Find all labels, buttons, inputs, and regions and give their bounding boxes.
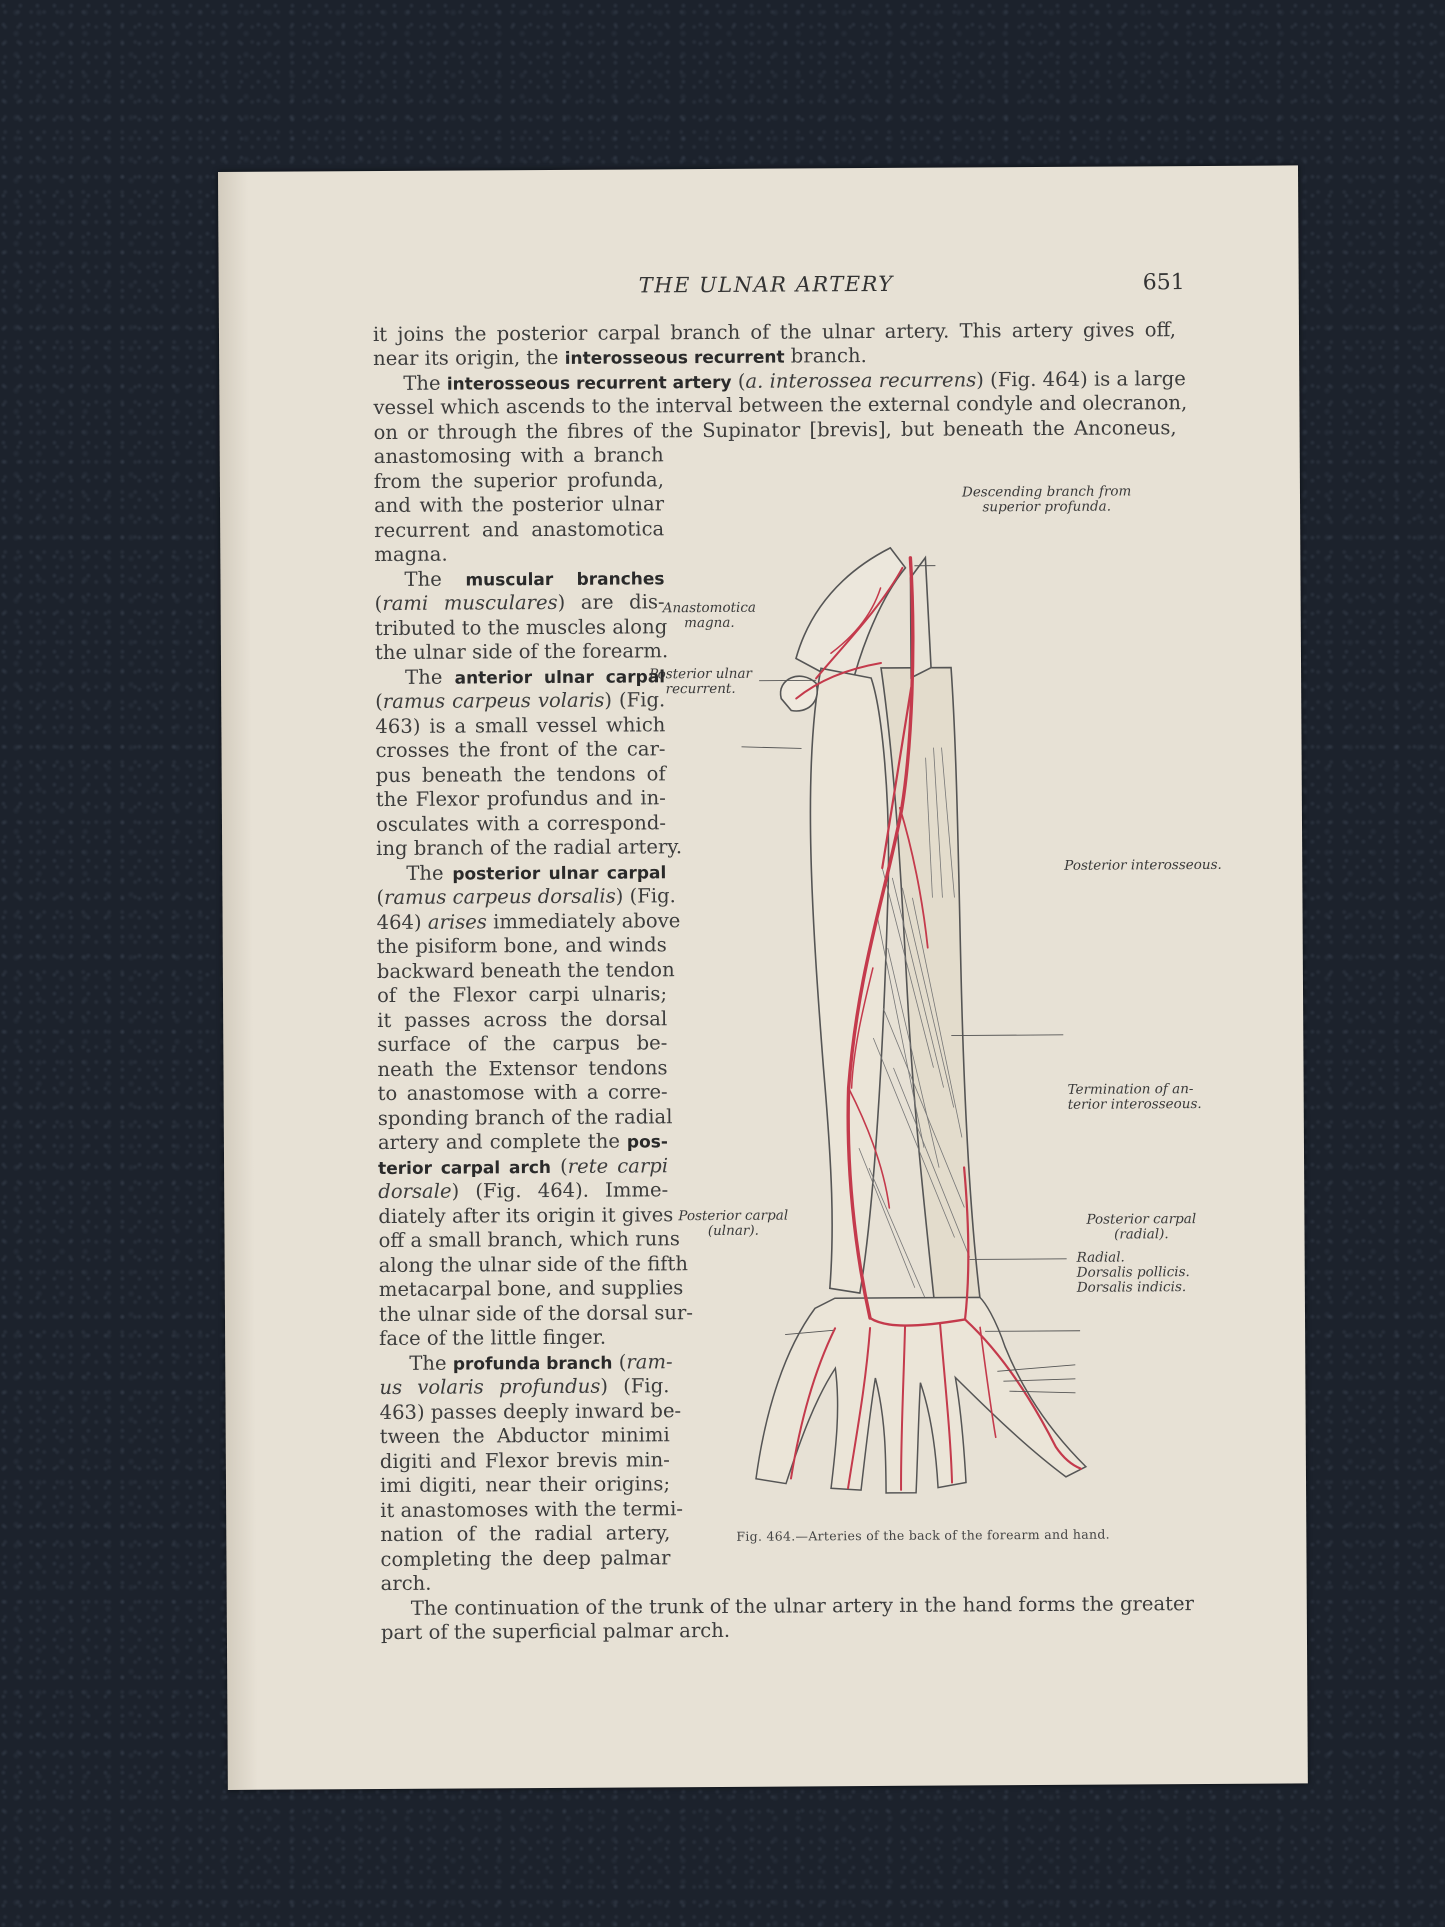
text-line: imi digiti, near their origins; bbox=[379, 1472, 671, 1498]
label-termination-anterior-interosseous: Termination of an- terior interosseous. bbox=[1067, 1081, 1202, 1113]
label-anastomotica-magna: Anastomotica magna. bbox=[662, 599, 756, 632]
text-line: and with the posterior ulnar bbox=[373, 492, 665, 518]
text-line: anastomosing with a branch bbox=[373, 443, 664, 469]
text-line: tween the Abductor minimi bbox=[379, 1423, 670, 1449]
text-line: dorsale) (Fig. 464). Imme- bbox=[378, 1178, 669, 1204]
text-line: ing branch of the radial artery. bbox=[376, 835, 683, 861]
text-line: terior carpal arch (rete carpi bbox=[378, 1154, 669, 1180]
label-posterior-carpal-ulnar: Posterior carpal (ulnar). bbox=[678, 1207, 789, 1240]
figure-caption: Fig. 464.—Arteries of the back of the forearm and hand. bbox=[736, 1526, 1110, 1544]
text-line: tributed to the muscles along bbox=[374, 615, 668, 641]
text-line: (ramus carpeus volaris) (Fig. bbox=[375, 688, 666, 714]
text-line: The posterior ulnar carpal bbox=[406, 861, 667, 885]
text-line: near its origin, the interosseous recurrent branch. bbox=[373, 344, 867, 371]
text-line: nation of the radial artery, bbox=[380, 1521, 671, 1547]
text-line: us volaris profundus) (Fig. bbox=[379, 1374, 670, 1400]
label-posterior-carpal-radial: Posterior carpal (radial). bbox=[1086, 1211, 1197, 1243]
text-line: vessel which ascends to the interval between the external condyle and olecranon, bbox=[373, 391, 1188, 420]
text-line: metacarpal bone, and supplies bbox=[378, 1276, 684, 1302]
text-line: off a small branch, which runs bbox=[378, 1227, 680, 1253]
text-line: completing the deep palmar bbox=[380, 1546, 671, 1572]
text-line: the pisiform bone, and winds bbox=[376, 933, 667, 959]
hand-outline bbox=[755, 1297, 1086, 1494]
label-descending-branch: Descending branch from superior profunda. bbox=[961, 483, 1132, 516]
label-dorsalis-pollicis: Dorsalis pollicis. bbox=[1076, 1264, 1190, 1281]
text-line: osculates with a correspond- bbox=[375, 811, 667, 837]
text-line: on or through the fibres of the Supinator [brevis], but beneath the Anconeus, bbox=[373, 416, 1177, 445]
text-line: it joins the posterior carpal branch of the ulnar artery. This artery gives off, bbox=[372, 318, 1177, 347]
text-line: face of the little finger. bbox=[379, 1325, 607, 1351]
text-line: crosses the front of the car- bbox=[375, 737, 666, 763]
text-line: the ulnar side of the forearm. bbox=[374, 639, 669, 665]
text-line: the Flexor profundus and in- bbox=[375, 786, 666, 812]
text-line: digiti and Flexor brevis min- bbox=[379, 1448, 670, 1474]
running-title: THE ULNAR ARTERY bbox=[638, 271, 894, 298]
text-line: 463) passes deeply inward be- bbox=[379, 1399, 682, 1425]
text-line: (ramus carpeus dorsalis) (Fig. bbox=[376, 884, 676, 910]
text-line: of the Flexor carpi ulnaris; bbox=[376, 982, 668, 1008]
book-page bbox=[218, 165, 1308, 1790]
text-line: 463) is a small vessel which bbox=[375, 713, 666, 739]
text-line: recurrent and anastomotica bbox=[374, 517, 665, 543]
text-line: neath the Extensor tendons bbox=[377, 1056, 668, 1082]
text-line: sponding branch of the radial bbox=[377, 1105, 673, 1131]
label-radial: Radial. bbox=[1076, 1249, 1125, 1266]
text-line: from the superior profunda, bbox=[373, 468, 664, 494]
text-line: backward beneath the tendon bbox=[376, 958, 675, 984]
text-line: it passes across the dorsal bbox=[377, 1007, 668, 1033]
text-line: magna. bbox=[374, 542, 448, 567]
text-line: 464) arises immediately above bbox=[376, 909, 681, 935]
label-dorsalis-indicis: Dorsalis indicis. bbox=[1076, 1279, 1187, 1296]
page-number: 651 bbox=[1142, 270, 1185, 296]
label-posterior-ulnar-recurrent: Posterior ulnar recurrent. bbox=[649, 665, 752, 698]
text-line: arch. bbox=[380, 1571, 432, 1596]
text-line: The interosseous recurrent artery (a. interossea recurrens) (Fig. 464) is a large bbox=[403, 367, 1186, 395]
text-line: The continuation of the trunk of the ulnar artery in the hand forms the greater bbox=[410, 1592, 1195, 1620]
text-line: artery and complete the pos- bbox=[377, 1129, 668, 1155]
text-line: pus beneath the tendons of bbox=[375, 762, 666, 788]
text-line: part of the superficial palmar arch. bbox=[380, 1618, 731, 1645]
label-posterior-interosseous: Posterior interosseous. bbox=[1064, 856, 1222, 874]
text-line: (rami musculares) are dis- bbox=[374, 590, 665, 616]
text-line: along the ulnar side of the fifth bbox=[378, 1252, 689, 1278]
text-line: The muscular branches bbox=[404, 567, 665, 591]
text-line: it anastomoses with the termi- bbox=[380, 1497, 684, 1523]
text-line: to anastomose with a corre- bbox=[377, 1080, 668, 1106]
text-line: diately after its origin it gives bbox=[378, 1203, 674, 1229]
text-line: The profunda branch (ram- bbox=[409, 1350, 673, 1375]
text-line: The anterior ulnar carpal bbox=[405, 665, 666, 689]
text-line: the ulnar side of the dorsal sur- bbox=[378, 1301, 694, 1327]
text-line: surface of the carpus be- bbox=[377, 1031, 668, 1057]
